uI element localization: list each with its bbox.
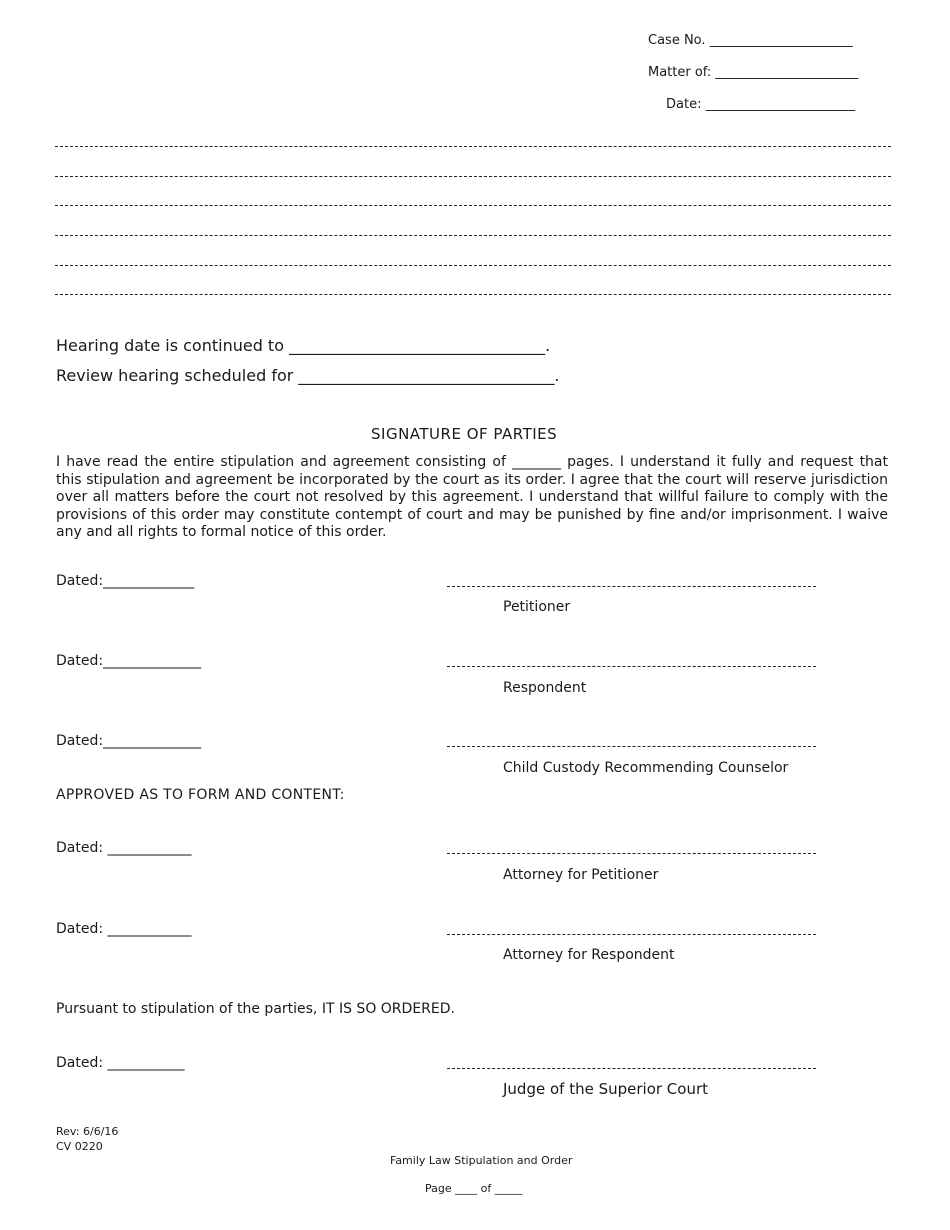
petitioner-label: Petitioner (503, 599, 571, 615)
order-statement: Pursuant to stipulation of the parties, IT IS SO ORDERED. (56, 1001, 455, 1017)
form-number: CV 0220 (56, 1140, 103, 1153)
matter-of-field[interactable]: Matter of: ______________________ (648, 65, 859, 80)
blank-line-3[interactable] (55, 205, 891, 207)
counselor-label: Child Custody Recommending Counselor (503, 760, 789, 776)
date-field[interactable]: Date: _______________________ (666, 97, 856, 112)
blank-line-6[interactable] (55, 294, 891, 296)
attorney-respondent-signature-line[interactable] (447, 934, 816, 936)
judge-dated-field[interactable]: Dated: ___________ (56, 1055, 185, 1071)
attorney-petitioner-label: Attorney for Petitioner (503, 867, 659, 883)
blank-line-1[interactable] (55, 146, 891, 148)
page-number[interactable]: Page ____ of _____ (425, 1182, 523, 1195)
attorney-petitioner-signature-line[interactable] (447, 853, 816, 855)
case-number-field[interactable]: Case No. ______________________ (648, 33, 853, 48)
blank-line-5[interactable] (55, 265, 891, 267)
form-title: Family Law Stipulation and Order (390, 1154, 573, 1167)
judge-label: Judge of the Superior Court (503, 1080, 709, 1098)
blank-line-2[interactable] (55, 176, 891, 178)
blank-line-4[interactable] (55, 235, 891, 237)
counselor-dated-field[interactable]: Dated:______________ (56, 733, 202, 749)
respondent-label: Respondent (503, 680, 587, 696)
respondent-dated-field[interactable]: Dated:______________ (56, 653, 202, 669)
stipulation-paragraph: I have read the entire stipulation and agreement consisting of _______ pages. I understand it fully and request that this stipulation and agreement be incorporated by the court as its order. I agree that the court will reserve jurisdiction over all matters before the court not resolved by this agreement. I understand that willful failure to comply with the provisions of this order may constitute contempt of court and may be punished by fine and/or imprisonment. I waive any and all rights to formal notice of this order. (56, 454, 888, 540)
approved-heading: APPROVED AS TO FORM AND CONTENT: (56, 787, 345, 803)
attorney-respondent-dated-field[interactable]: Dated: ____________ (56, 921, 192, 937)
attorney-petitioner-dated-field[interactable]: Dated: ____________ (56, 840, 192, 856)
review-hearing-field[interactable]: Review hearing scheduled for ________________________________. (56, 366, 560, 385)
judge-signature-line[interactable] (447, 1068, 816, 1070)
attorney-respondent-label: Attorney for Respondent (503, 947, 675, 963)
petitioner-signature-line[interactable] (447, 586, 816, 588)
petitioner-dated-field[interactable]: Dated:_____________ (56, 573, 195, 589)
revision-date: Rev: 6/6/16 (56, 1125, 119, 1138)
respondent-signature-line[interactable] (447, 666, 816, 668)
hearing-continued-field[interactable]: Hearing date is continued to ________________________________. (56, 336, 551, 355)
counselor-signature-line[interactable] (447, 746, 816, 748)
signature-section-title: SIGNATURE OF PARTIES (371, 425, 558, 443)
